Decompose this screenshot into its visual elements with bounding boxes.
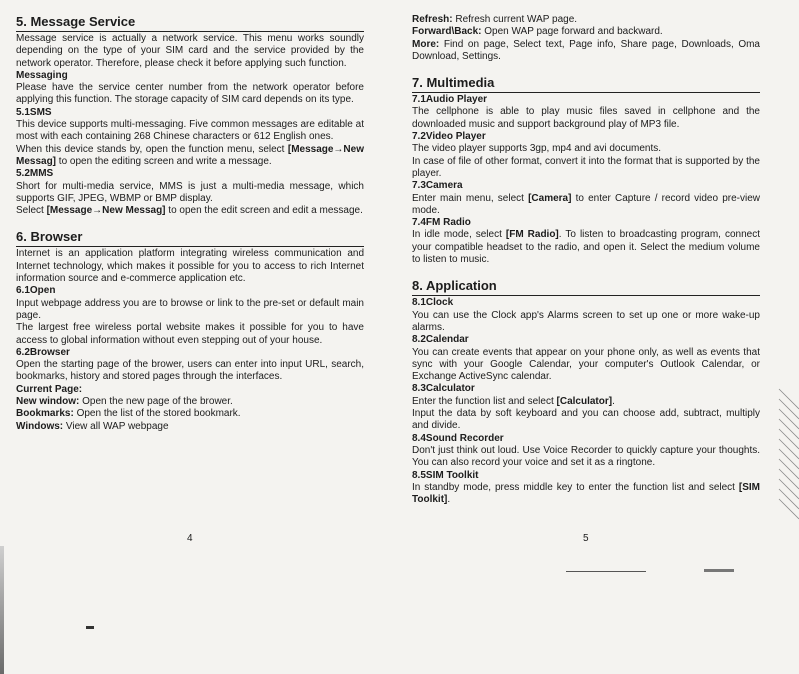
messaging-heading: Messaging	[16, 69, 68, 81]
audio-player-text: The cellphone is able to play music files saved in cellphone and the downloaded music and support background play of MP3 file.	[412, 106, 760, 130]
clock-text: You can use the Clock app's Alarms screen to set up one or more wake-up alarms.	[412, 309, 760, 333]
sim-toolkit-text: In standby mode, press middle key to enter the function list and select [SIM Toolkit].	[412, 481, 760, 506]
video-player-text-2: In case of file of other format, convert it into the format that is supported by the player.	[412, 155, 760, 179]
messaging-text: Please have the service center number from the network operator before applying this function. The storage capacity of SIM card depends on its type.	[16, 82, 364, 106]
bookmarks-line: Bookmarks: Open the list of the stored bookmark.	[16, 408, 241, 420]
section-5-title: 5. Message Service	[16, 14, 364, 32]
refresh-line: Refresh: Refresh current WAP page.	[412, 14, 578, 25]
audio-player-heading: 7.1Audio Player	[412, 94, 488, 106]
fm-radio-text: In idle mode, select [FM Radio]. To listen to broadcasting program, connect your compatible headset to the radio, and open it. Select the medium volume to listen to music.	[412, 229, 760, 266]
scan-mark-dots	[86, 626, 94, 629]
current-page-label: Current Page:	[16, 383, 83, 395]
scan-mark-line	[566, 571, 646, 572]
page-number-left: 4	[187, 533, 193, 544]
binding-edge-shadow	[0, 546, 4, 674]
section-7-title: 7. Multimedia	[412, 75, 760, 93]
forward-back-line: Forward\Back: Open WAP page forward and backward.	[412, 26, 663, 38]
more-line: More: Find on page, Select text, Page info, Share page, Downloads, Oma Download, Settings.	[412, 38, 760, 62]
windows-line: Windows: View all WAP webpage	[16, 420, 169, 432]
video-player-text: The video player supports 3gp, mp4 and avi documents.	[412, 143, 662, 155]
mms-heading: 5.2MMS	[16, 168, 54, 180]
sms-text-2: When this device stands by, open the function menu, select [Message→New Messag] to open the editing screen and write a message.	[16, 143, 364, 167]
sms-heading: 5.1SMS	[16, 106, 52, 118]
open-text-2: The largest free wireless portal website makes it possible for you to have access to global information without even stepping out of your house.	[16, 322, 364, 346]
camera-text: Enter main menu, select [Camera] to enter Capture / record video pre-view mode.	[412, 192, 760, 216]
sound-recorder-heading: 8.4Sound Recorder	[412, 432, 504, 444]
clock-heading: 8.1Clock	[412, 297, 454, 309]
calendar-text: You can create events that appear on your phone only, as well as events that sync with your Google Calendar, your computer's Outlook Calendar, or Exchange ActiveSync calendar.	[412, 346, 760, 383]
section-8-title: 8. Application	[412, 278, 760, 296]
left-page	[16, 14, 364, 433]
edge-hatching	[777, 385, 799, 525]
open-heading: 6.1Open	[16, 285, 56, 297]
video-player-heading: 7.2Video Player	[412, 131, 486, 143]
mms-text-2: Select [Message→New Messag] to open the edit screen and edit a message.	[16, 205, 363, 217]
calculator-text: Enter the function list and select [Calculator].	[412, 395, 615, 407]
calculator-text-2: Input the data by soft keyboard and you can choose add, subtract, multiply and divide.	[412, 408, 760, 432]
calculator-heading: 8.3Calculator	[412, 383, 475, 395]
page-number-right: 5	[583, 533, 589, 544]
browser-heading: 6.2Browser	[16, 346, 70, 358]
section-5-intro: Message service is actually a network service. This menu works soundly depending on the type of your SIM card and the service provided by the network operator. Therefore, please check it before applying such function.	[16, 33, 364, 69]
section-6-title: 6. Browser	[16, 229, 364, 247]
mms-text: Short for multi-media service, MMS is just a multi-media message, which supports GIF, JPEG, WBMP or BMP display.	[16, 180, 364, 204]
fm-radio-heading: 7.4FM Radio	[412, 217, 471, 229]
camera-heading: 7.3Camera	[412, 180, 463, 192]
sim-toolkit-heading: 8.5SIM Toolkit	[412, 469, 479, 481]
sms-text: This device supports multi-messaging. Five common messages are editable at most with each containing 268 Chinese characters or 612 English ones.	[16, 119, 364, 143]
right-page	[412, 14, 760, 506]
sound-recorder-text: Don't just think out loud. Use Voice Recorder to quickly capture your thoughts. You can also record your voice and set it as a ringtone.	[412, 444, 760, 469]
browser-text: Open the starting page of the brower, users can enter into input URL, search, bookmarks, history and stored pages through the interfaces.	[16, 359, 364, 383]
open-text: Input webpage address you are to browse or link to the pre-set or default main page.	[16, 297, 364, 321]
section-6-intro: Internet is an application platform integrating wireless communication and Internet technology, which makes it possible for you to access to rich Internet information source and e-commerce application etc.	[16, 248, 364, 285]
scan-mark-bar	[704, 569, 734, 572]
new-window-line: New window: Open the new page of the brower.	[16, 396, 233, 408]
calendar-heading: 8.2Calendar	[412, 334, 469, 346]
